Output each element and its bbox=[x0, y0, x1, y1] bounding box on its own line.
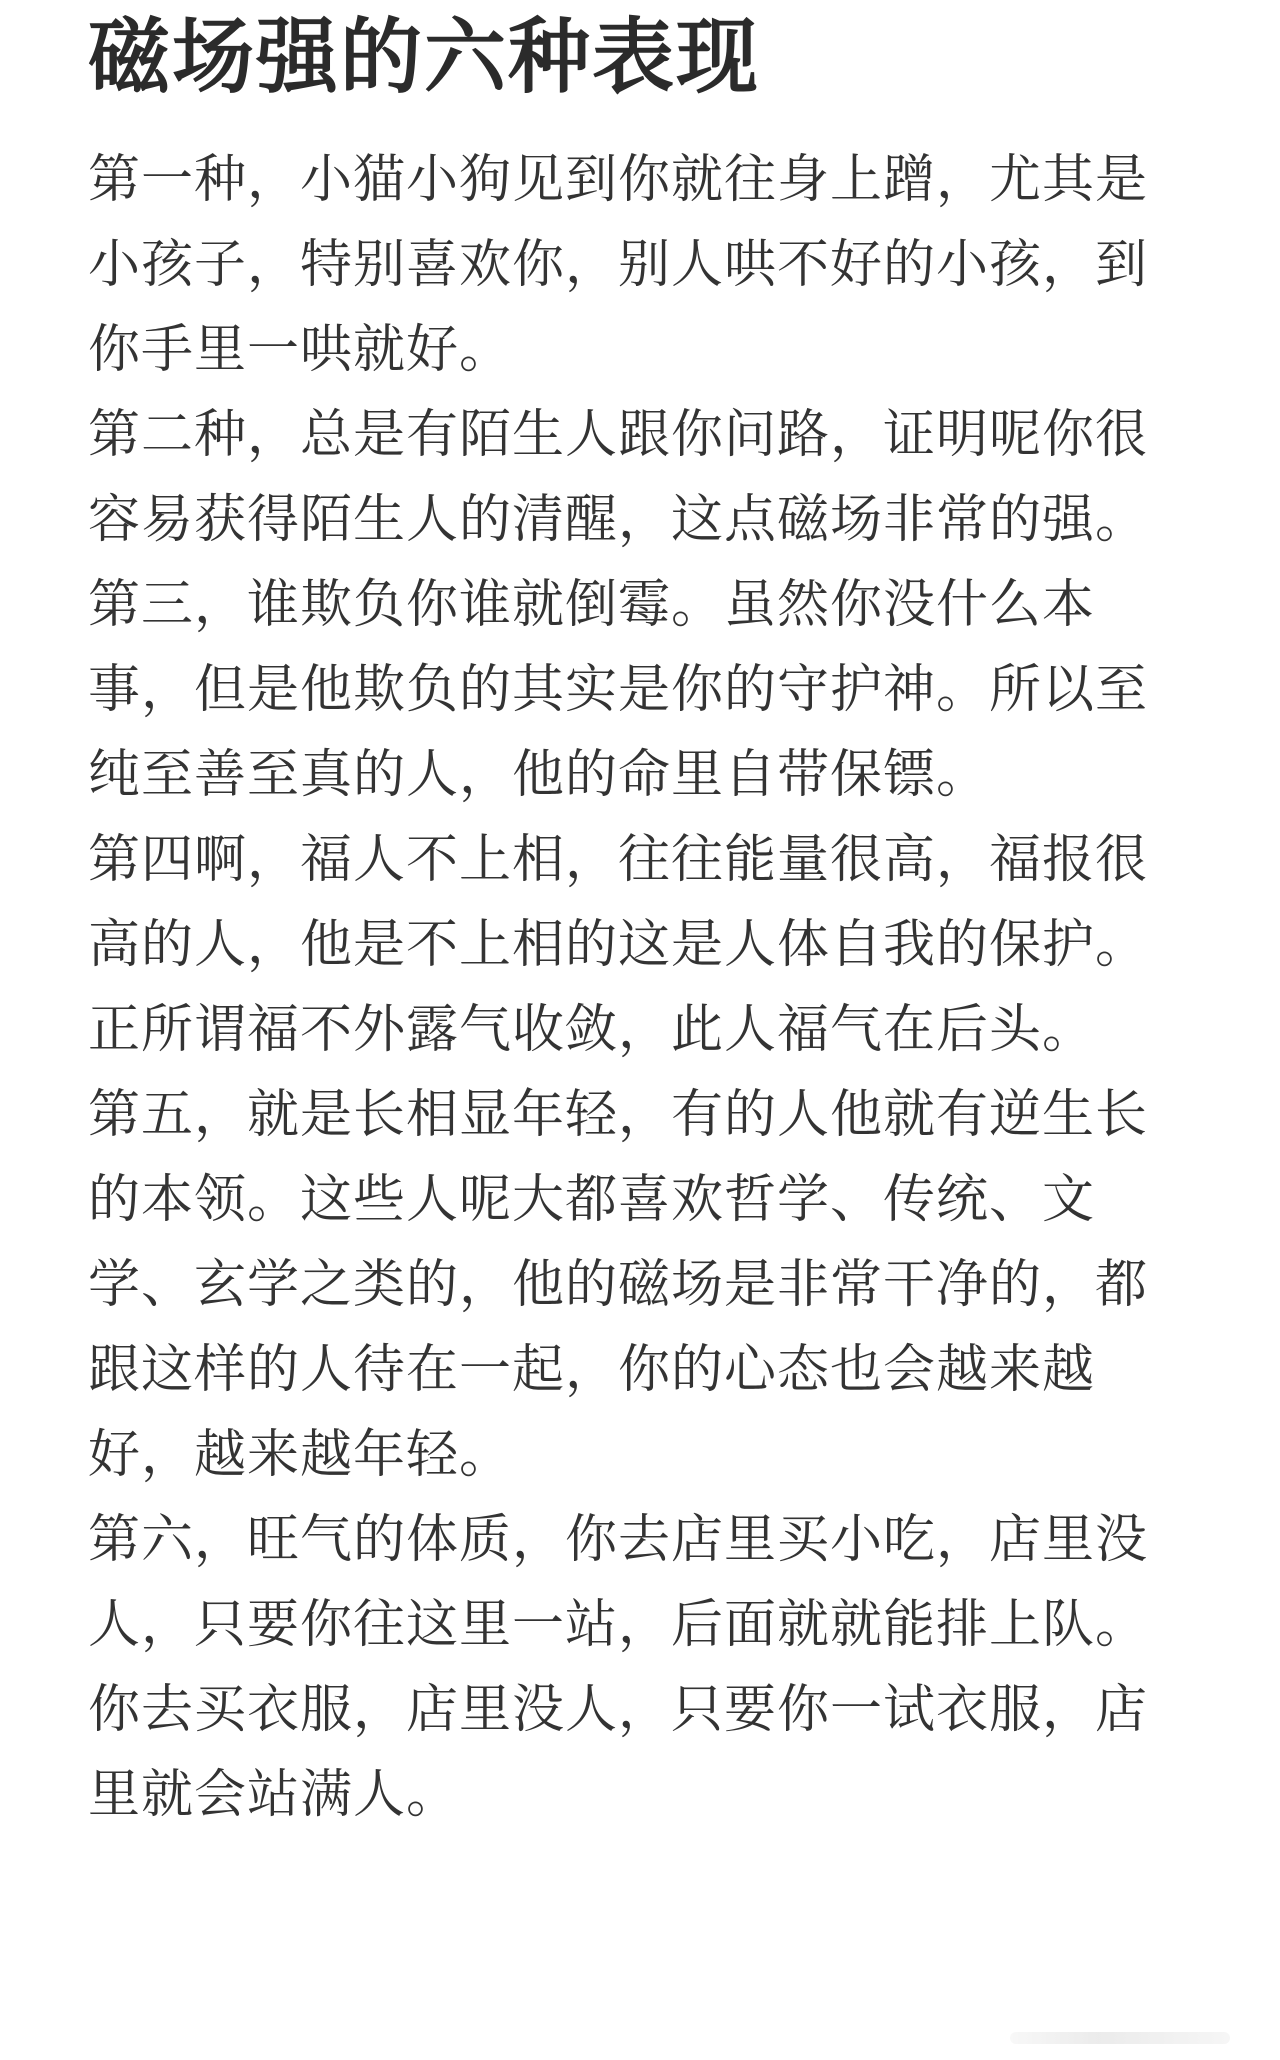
horizontal-scrollbar[interactable] bbox=[1010, 2032, 1230, 2044]
paragraph-3: 第三，谁欺负你谁就倒霉。虽然你没什么本事，但是他欺负的其实是你的守护神。所以至纯至善至真的人，他的命里自带保镖。 bbox=[88, 575, 1149, 805]
paragraph-6: 第六，旺气的体质，你去店里买小吃，店里没人，只要你往这里一站，后面就就能排上队。你去买衣服，店里没人，只要你一试衣服，店里就会站满人。 bbox=[88, 1510, 1149, 1825]
page-title: 磁场强的六种表现 bbox=[88, 10, 761, 105]
article-body bbox=[88, 138, 1158, 1838]
paragraph-4: 第四啊，福人不上相，往往能量很高，福报很高的人，他是不上相的这是人体自我的保护。正所谓福不外露气收敛，此人福气在后头。 bbox=[88, 830, 1149, 1060]
paragraph-1: 第一种，小猫小狗见到你就往身上蹭，尤其是小孩子，特别喜欢你，别人哄不好的小孩，到你手里一哄就好。 bbox=[88, 150, 1149, 380]
paragraph-5: 第五，就是长相显年轻，有的人他就有逆生长的本领。这些人呢大都喜欢哲学、传统、文学、玄学之类的，他的磁场是非常干净的，都跟这样的人待在一起，你的心态也会越来越好，越来越年轻。 bbox=[88, 1085, 1149, 1485]
paragraph-2: 第二种，总是有陌生人跟你问路，证明呢你很容易获得陌生人的清醒，这点磁场非常的强。 bbox=[88, 405, 1149, 550]
